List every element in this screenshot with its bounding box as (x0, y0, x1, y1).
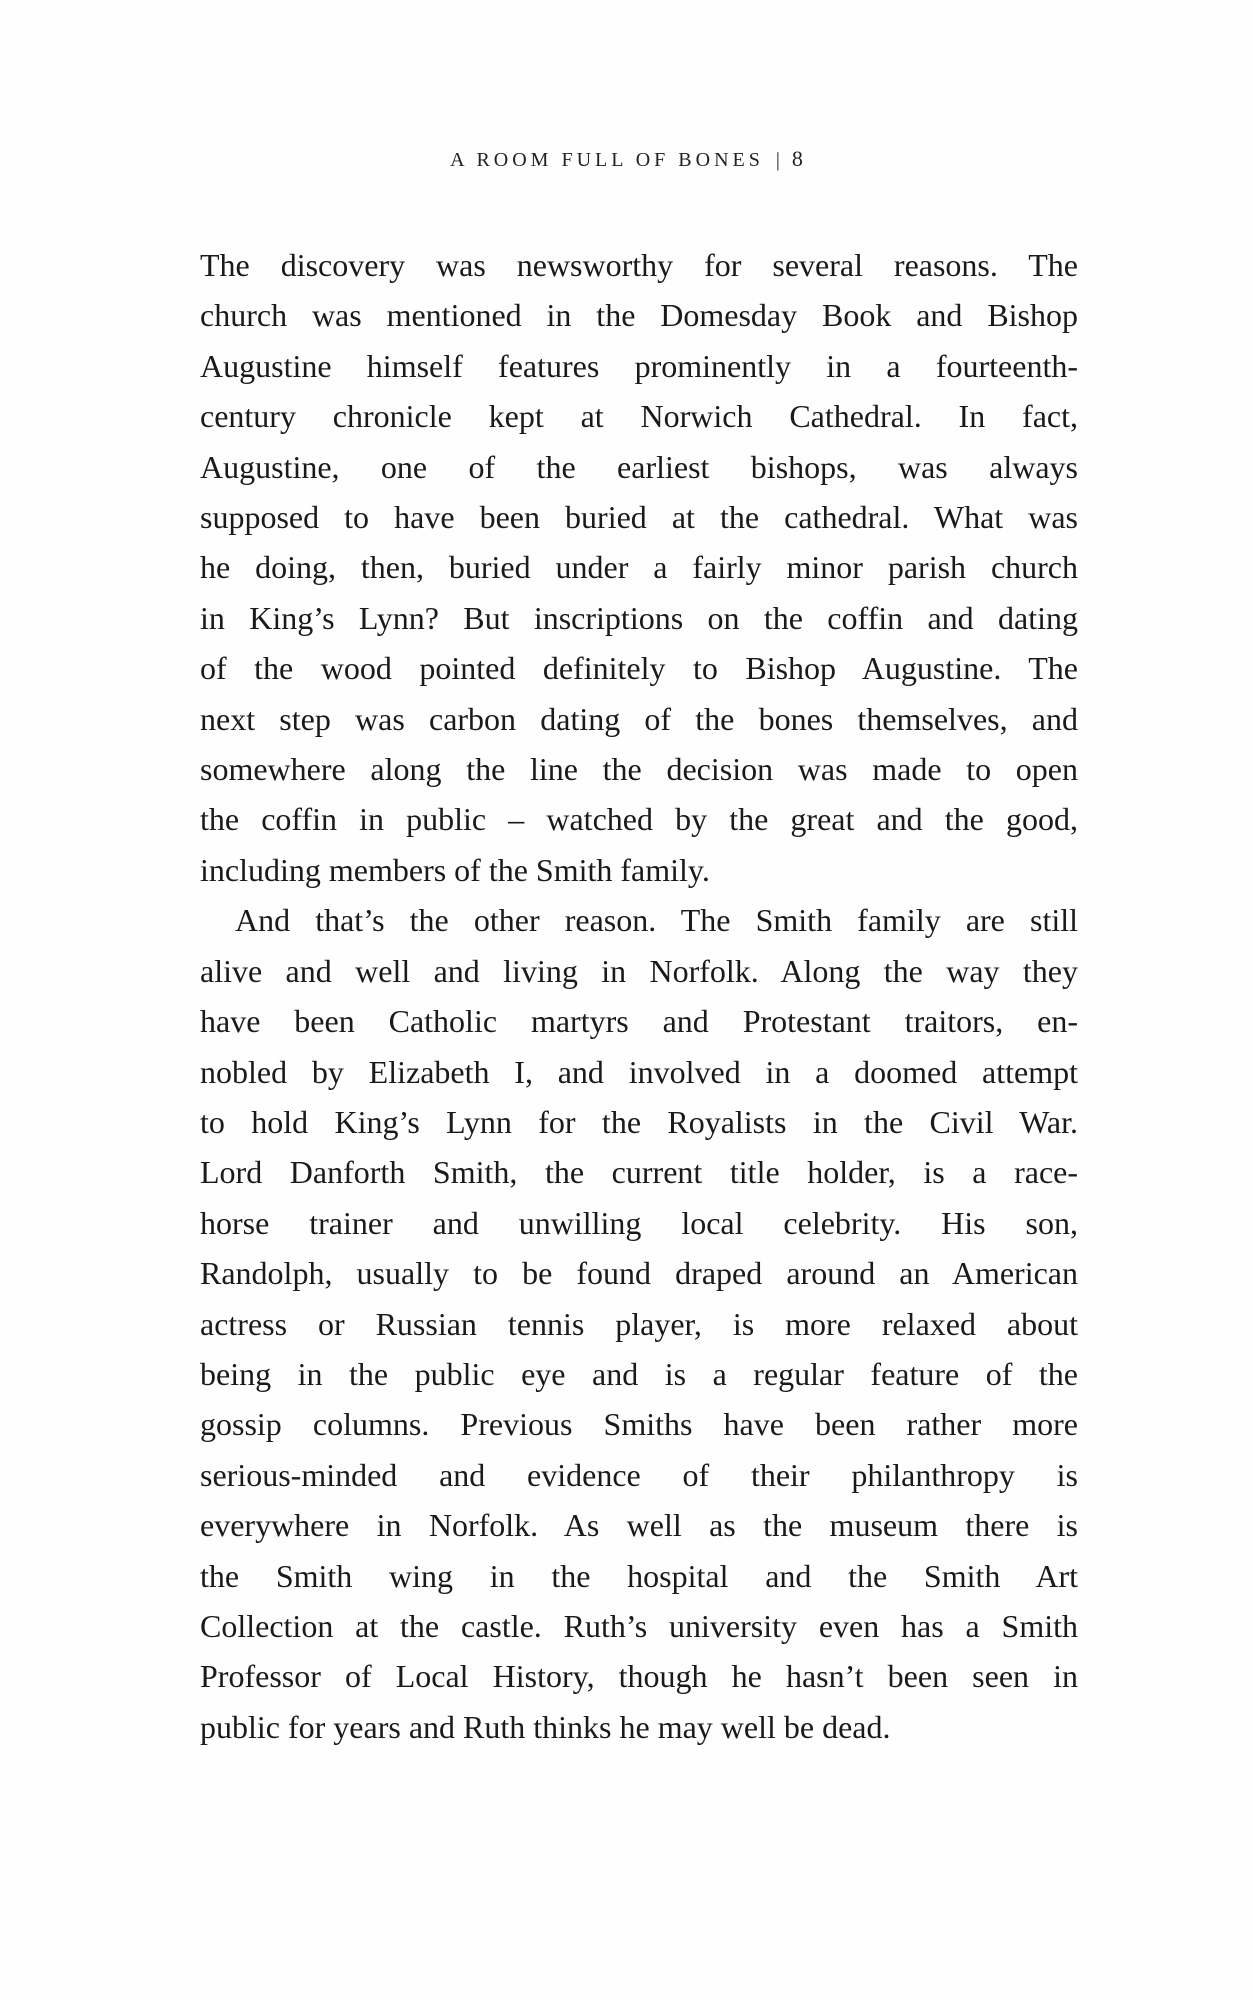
text-line: somewhere along the line the decision was made to open (200, 751, 1078, 788)
running-head-title: A ROOM FULL OF BONES (450, 149, 764, 171)
text-line: Randolph, usually to be found draped around an American (200, 1255, 1078, 1292)
text-line: serious-minded and evidence of their philanthropy is (200, 1456, 1078, 1493)
text-line: in King’s Lynn? But inscriptions on the coffin and dating (200, 599, 1078, 636)
text-line: being in the public eye and is a regular feature of the (200, 1355, 1078, 1392)
paragraph (200, 895, 1078, 1752)
text-line: horse trainer and unwilling local celebrity. His son, (200, 1204, 1078, 1241)
text-line: of the wood pointed definitely to Bishop Augustine. The (200, 650, 1078, 687)
text-line: gossip columns. Previous Smiths have been rather more (200, 1406, 1078, 1443)
text-line: Augustine, one of the earliest bishops, was always (200, 448, 1078, 485)
text-line: Collection at the castle. Ruth’s university even has a Smith (200, 1607, 1078, 1644)
text-line: Professor of Local History, though he hasn’t been seen in (200, 1658, 1078, 1695)
text-line: including members of the Smith family. (200, 851, 710, 888)
text-line: alive and well and living in Norfolk. Along the way they (200, 952, 1078, 989)
text-line: to hold King’s Lynn for the Royalists in the Civil War. (200, 1103, 1078, 1140)
page-number: 8 (791, 146, 803, 171)
running-head (0, 146, 1253, 172)
text-line: the coffin in public – watched by the great and the good, (200, 801, 1078, 838)
text-line: public for years and Ruth thinks he may well be dead. (200, 1708, 891, 1745)
text-line: everywhere in Norfolk. As well as the museum there is (200, 1507, 1078, 1544)
body-text (200, 240, 1078, 1752)
text-line: he doing, then, buried under a fairly minor parish church (200, 549, 1078, 586)
paragraph (200, 240, 1078, 895)
text-line: Lord Danforth Smith, the current title holder, is a race- (200, 1154, 1078, 1191)
text-line: next step was carbon dating of the bones themselves, and (200, 700, 1078, 737)
text-line: the Smith wing in the hospital and the Smith Art (200, 1557, 1078, 1594)
text-line: And that’s the other reason. The Smith family are still (235, 902, 1078, 939)
text-line: century chronicle kept at Norwich Cathedral. In fact, (200, 398, 1078, 435)
text-line: church was mentioned in the Domesday Book and Bishop (200, 297, 1078, 334)
text-line: actress or Russian tennis player, is more relaxed about (200, 1305, 1078, 1342)
text-line: Augustine himself features prominently in a fourteenth- (200, 347, 1078, 384)
text-line: nobled by Elizabeth I, and involved in a doomed attempt (200, 1053, 1078, 1090)
running-head-separator: | (775, 149, 780, 171)
text-line: supposed to have been buried at the cathedral. What was (200, 499, 1078, 536)
text-line: The discovery was newsworthy for several reasons. The (200, 247, 1078, 283)
text-line: have been Catholic martyrs and Protestant traitors, en- (200, 1003, 1078, 1040)
